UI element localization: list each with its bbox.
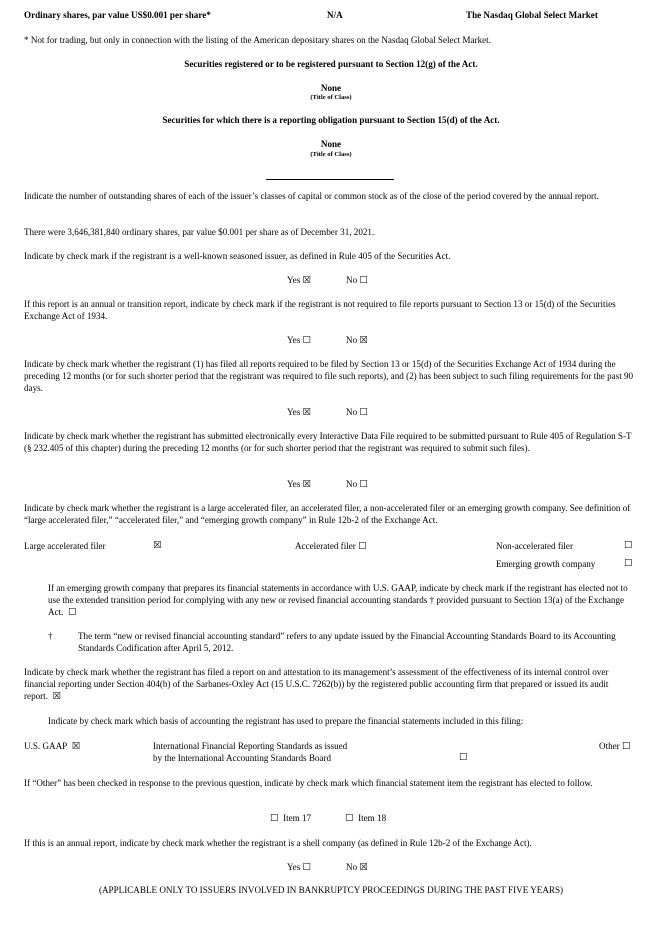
egc-transition-question: If an emerging growth company that prepares its financial statements in accordance with U.S. GAAP, indicate by check mark if the registrant has elected not to use the extended transition period for complying with any new or revised financial accounting standards † provided pursuant to Section 13(a) of the Exchange Act. ☐ <box>48 583 628 619</box>
icfr-question: Indicate by check mark whether the registrant has filed a report on and attestation to its management’s assessment of the effectiveness of its internal control over financial reporting under Section 404(b) of the Sarbanes-Oxley Act (15 U.S.C. 7262(b)) by the registered public accounting firm that prepared or issued its audit report. ☒ <box>24 667 609 703</box>
interactive-data-yes[interactable]: Yes ☒ <box>287 479 312 490</box>
exchange-name: The Nasdaq Global Select Market <box>466 10 598 20</box>
non-accelerated-filer-checkbox[interactable]: ☐ <box>624 540 633 551</box>
filed-reports-yes[interactable]: Yes ☒ <box>287 407 312 418</box>
emerging-growth-label: Emerging growth company <box>496 559 596 569</box>
filed-reports-question: Indicate by check mark whether the registrant (1) has filed all reports required to be filed by Section 13 or 15(d) of the Securities Exchange Act of 1934 during the preceding 12 months (or for such shorter period that the registrant was required to file such reports), and (2) has been subject to such filing requirements for the past 90 days. <box>24 359 634 394</box>
checkbox-checked-icon[interactable]: ☒ <box>302 275 312 286</box>
footnote: * Not for trading, but only in connection with the listing of the American depositary shares on the Nasdaq Global Select Market. <box>24 35 491 45</box>
item-18-option[interactable]: ☐ Item 18 <box>345 813 387 824</box>
accelerated-filer-checkbox[interactable]: ☐ <box>358 541 367 552</box>
egc-transition-checkbox[interactable]: ☐ <box>67 607 77 619</box>
checkbox-empty-icon[interactable]: ☐ <box>359 407 368 418</box>
emerging-growth-checkbox[interactable]: ☐ <box>624 558 633 569</box>
icfr-checkbox[interactable]: ☒ <box>52 691 62 703</box>
checkbox-empty-icon[interactable]: ☐ <box>302 335 312 346</box>
non-accelerated-filer-label: Non-accelerated filer <box>496 541 573 551</box>
accelerated-filer-label: Accelerated filer ☐ <box>295 541 367 552</box>
checkbox-checked-icon[interactable]: ☒ <box>302 479 312 490</box>
item-18-checkbox[interactable]: ☐ <box>345 813 354 824</box>
shell-yes[interactable]: Yes ☐ <box>287 862 312 873</box>
section-15d-value: None <box>320 139 342 149</box>
interactive-data-no[interactable]: No ☐ <box>346 479 368 490</box>
checkbox-empty-icon[interactable]: ☐ <box>302 862 312 873</box>
section-15d-heading: Securities for which there is a reporting obligation pursuant to Section 15(d) of the Act. <box>162 115 500 125</box>
interactive-data-question: Indicate by check mark whether the registrant has submitted electronically every Interactive Data File required to be submitted pursuant to Rule 405 of Regulation S-T (§ 232.405 of this chapter) during the preceding 12 months (or for such shorter period that the registrant was required to submit such files). <box>24 431 632 454</box>
other-checkbox[interactable]: ☐ <box>622 741 631 752</box>
not-required-yes[interactable]: Yes ☐ <box>287 335 312 346</box>
usgaap-checkbox[interactable]: ☒ <box>71 741 81 752</box>
dagger-icon: † <box>48 631 53 641</box>
outstanding-shares-answer: There were 3,646,381,840 ordinary shares, par value $0.001 per share as of December 31, 2021. <box>24 227 375 237</box>
divider <box>266 179 394 180</box>
item-17-option[interactable]: ☐ Item 17 <box>270 813 312 824</box>
checkbox-empty-icon[interactable]: ☐ <box>359 479 368 490</box>
ifrs-checkbox[interactable]: ☐ <box>459 752 468 763</box>
wksi-no[interactable]: No ☐ <box>346 275 368 286</box>
checkbox-checked-icon[interactable]: ☒ <box>359 862 368 873</box>
usgaap-option: U.S. GAAP ☒ <box>24 741 81 752</box>
accounting-basis-question: Indicate by check mark which basis of accounting the registrant has used to prepare the financial statements included in this filing: <box>48 716 524 726</box>
item-17-checkbox[interactable]: ☐ <box>270 813 279 824</box>
not-required-question: If this report is an annual or transition report, indicate by check mark if the registrant is not required to file reports pursuant to Section 13 or 15(d) of the Securities Exchange Act of 1934. <box>24 299 616 322</box>
wksi-yes[interactable]: Yes ☒ <box>287 275 312 286</box>
shell-company-question: If this is an annual report, indicate by check mark whether the registrant is a shell company (as defined in Rule 12b-2 of the Exchange Act). <box>24 838 532 848</box>
trading-symbol: N/A <box>327 10 343 20</box>
other-option: Other ☐ <box>599 741 631 752</box>
section-12g-caption: (Title of Class) <box>310 94 352 101</box>
outstanding-shares-prompt: Indicate the number of outstanding shares of each of the issuer’s classes of capital or common stock as of the close of the period covered by the annual report. <box>24 191 599 201</box>
section-12g-heading: Securities registered or to be registered pursuant to Section 12(g) of the Act. <box>184 59 478 69</box>
other-followup-question: If “Other” has been checked in response to the previous question, indicate by check mark which financial statement item the registrant has elected to follow. <box>24 778 593 788</box>
section-15d-caption: (Title of Class) <box>310 151 352 158</box>
large-accelerated-filer-label: Large accelerated filer <box>24 541 106 551</box>
section-12g-value: None <box>320 83 342 93</box>
dagger-note: The term “new or revised financial accounting standard” refers to any update issued by the Financial Accounting Standards Board to its Accounting Standards Codification after April 5, 2012. <box>78 631 616 654</box>
wksi-question: Indicate by check mark if the registrant is a well-known seasoned issuer, as defined in Rule 405 of the Securities Act. <box>24 251 451 261</box>
class-title: Ordinary shares, par value US$0.001 per share* <box>24 10 211 20</box>
shell-no[interactable]: No ☒ <box>346 862 368 873</box>
filer-status-question: Indicate by check mark whether the registrant is a large accelerated filer, an accelerated filer, a non-accelerated filer or an emerging growth company. See definition of “large accelerated filer,” “accelerated filer,” and “emerging growth company” in Rule 12b-2 of the Exchange Act. <box>24 503 631 526</box>
ifrs-label-line1: International Financial Reporting Standards as issued <box>153 741 348 751</box>
large-accelerated-filer-checkbox[interactable]: ☒ <box>153 540 162 551</box>
not-required-no[interactable]: No ☒ <box>346 335 368 346</box>
checkbox-checked-icon[interactable]: ☒ <box>359 335 368 346</box>
bankruptcy-heading: (APPLICABLE ONLY TO ISSUERS INVOLVED IN BANKRUPTCY PROCEEDINGS DURING THE PAST FIVE YEARS) <box>98 885 564 895</box>
checkbox-empty-icon[interactable]: ☐ <box>359 275 368 286</box>
checkbox-checked-icon[interactable]: ☒ <box>302 407 312 418</box>
ifrs-label-line2: by the International Accounting Standards Board <box>153 753 332 763</box>
filed-reports-no[interactable]: No ☐ <box>346 407 368 418</box>
